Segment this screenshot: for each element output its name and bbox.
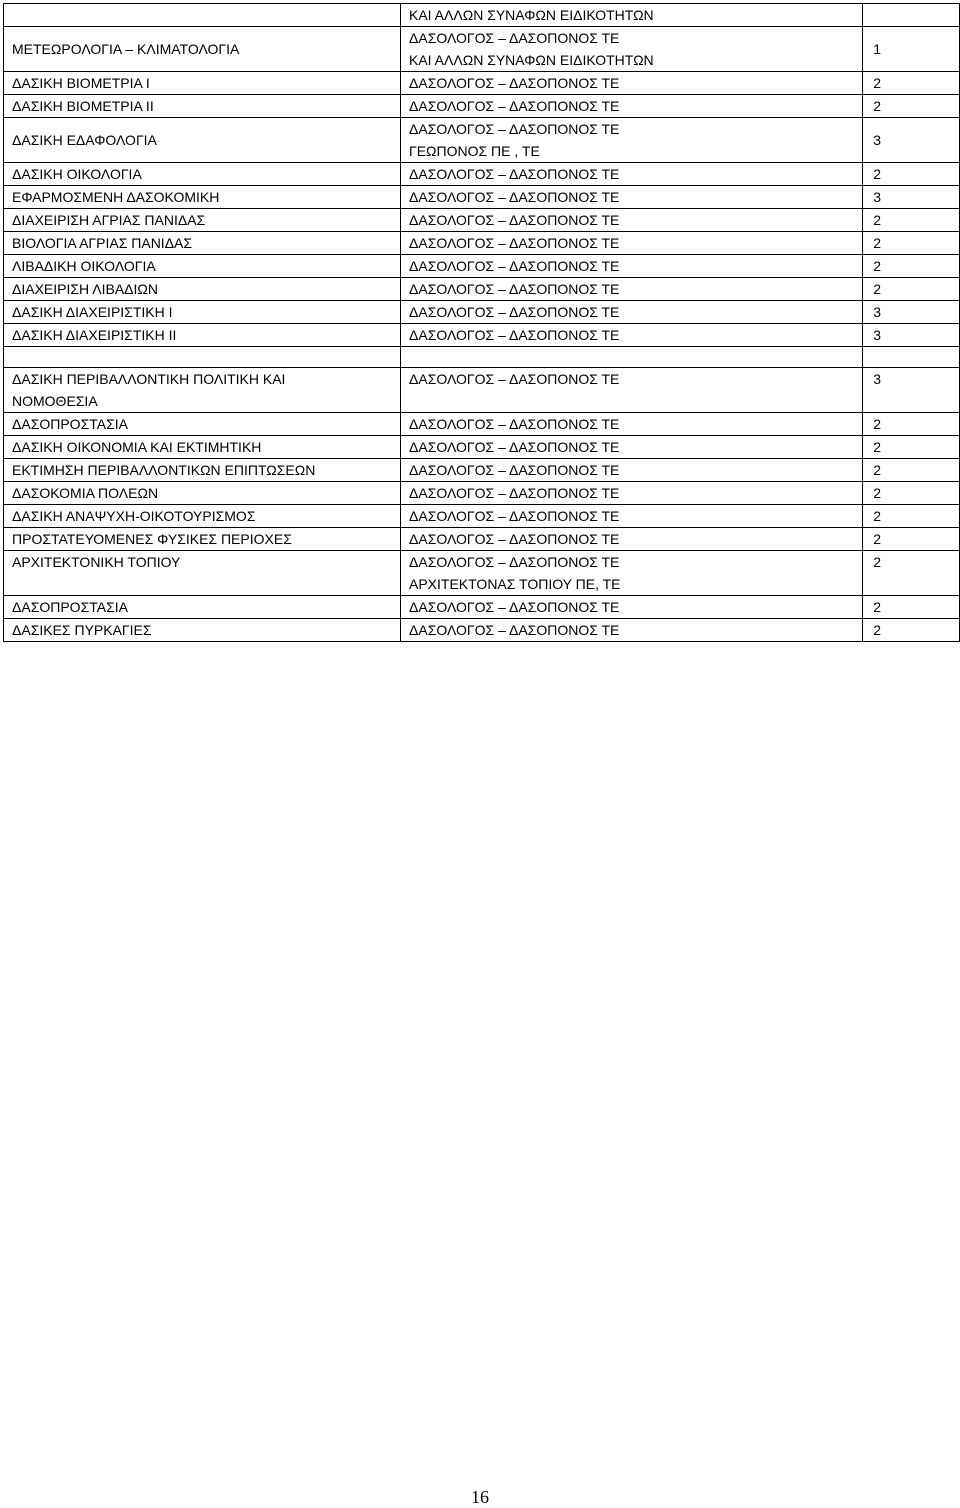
- specialty-line: ΔΑΣΟΛΟΓΟΣ – ΔΑΣΟΠΟΝΟΣ ΤΕ: [409, 416, 620, 432]
- table-row: [4, 551, 960, 596]
- course-cell: [4, 278, 401, 301]
- specialty-cell: [401, 551, 863, 596]
- hours-cell: 3: [863, 186, 960, 209]
- hours-cell: 2: [863, 95, 960, 118]
- specialty-cell: [401, 459, 863, 482]
- hours-cell: 2: [863, 459, 960, 482]
- course-name: ΔΑΣΙΚΗ ΒΙΟΜΕΤΡΙΑ Ι: [12, 75, 150, 91]
- specialty-cell: [401, 301, 863, 324]
- specialty-cell: [401, 209, 863, 232]
- specialty-line: ΔΑΣΟΛΟΓΟΣ – ΔΑΣΟΠΟΝΟΣ ΤΕ: [409, 371, 620, 387]
- course-name: ΠΡΟΣΤΑΤΕΥΟΜΕΝΕΣ ΦΥΣΙΚΕΣ ΠΕΡΙΟΧΕΣ: [12, 531, 292, 547]
- specialty-cell: [401, 347, 863, 368]
- table-row: [4, 186, 960, 209]
- course-name: ΔΑΣΙΚΕΣ ΠΥΡΚΑΓΙΕΣ: [12, 622, 152, 638]
- course-cell: [4, 4, 401, 27]
- table-row: [4, 72, 960, 95]
- hours-cell: [863, 4, 960, 27]
- course-cell: [4, 528, 401, 551]
- course-cell: [4, 619, 401, 642]
- specialty-cell: [401, 118, 863, 163]
- course-cell: [4, 482, 401, 505]
- specialty-line: ΔΑΣΟΛΟΓΟΣ – ΔΑΣΟΠΟΝΟΣ ΤΕ: [409, 98, 620, 114]
- specialty-line: ΔΑΣΟΛΟΓΟΣ – ΔΑΣΟΠΟΝΟΣ ΤΕ: [409, 622, 620, 638]
- hours-cell: [863, 347, 960, 368]
- specialty-cell: [401, 72, 863, 95]
- table-row: [4, 255, 960, 278]
- hours-cell: 3: [863, 368, 960, 413]
- table-row: [4, 619, 960, 642]
- hours-cell: 2: [863, 163, 960, 186]
- specialty-cell: [401, 505, 863, 528]
- specialty-line: ΔΑΣΟΛΟΓΟΣ – ΔΑΣΟΠΟΝΟΣ ΤΕ: [409, 531, 620, 547]
- specialty-line: ΔΑΣΟΛΟΓΟΣ – ΔΑΣΟΠΟΝΟΣ ΤΕ: [409, 75, 620, 91]
- table-row: [4, 209, 960, 232]
- hours-cell: 2: [863, 619, 960, 642]
- specialty-line: ΔΑΣΟΛΟΓΟΣ – ΔΑΣΟΠΟΝΟΣ ΤΕ: [409, 554, 620, 570]
- table-row: [4, 95, 960, 118]
- specialty-cell: [401, 528, 863, 551]
- specialty-cell: [401, 436, 863, 459]
- course-cell: [4, 95, 401, 118]
- course-name: ΔΙΑΧΕΙΡΙΣΗ ΑΓΡΙΑΣ ΠΑΝΙΔΑΣ: [12, 212, 206, 228]
- specialty-line: ΔΑΣΟΛΟΓΟΣ – ΔΑΣΟΠΟΝΟΣ ΤΕ: [409, 189, 620, 205]
- course-cell: [4, 347, 401, 368]
- course-name: ΕΚΤΙΜΗΣΗ ΠΕΡΙΒΑΛΛΟΝΤΙΚΩΝ ΕΠΙΠΤΩΣΕΩΝ: [12, 462, 316, 478]
- table-row: [4, 4, 960, 27]
- hours-cell: 3: [863, 118, 960, 163]
- table-row: [4, 324, 960, 347]
- course-cell: [4, 72, 401, 95]
- course-cell: [4, 163, 401, 186]
- table-row: [4, 436, 960, 459]
- specialty-line: ΔΑΣΟΛΟΓΟΣ – ΔΑΣΟΠΟΝΟΣ ΤΕ: [409, 485, 620, 501]
- specialty-line: ΔΑΣΟΛΟΓΟΣ – ΔΑΣΟΠΟΝΟΣ ΤΕ: [409, 258, 620, 274]
- specialty-line: ΓΕΩΠΟΝΟΣ ΠΕ , ΤΕ: [409, 143, 540, 159]
- hours-cell: 2: [863, 72, 960, 95]
- course-name: ΔΑΣΟΠΡΟΣΤΑΣΙΑ: [12, 599, 128, 615]
- hours-cell: 2: [863, 278, 960, 301]
- course-cell: [4, 255, 401, 278]
- hours-cell: 2: [863, 596, 960, 619]
- course-cell: [4, 27, 401, 72]
- specialty-line: ΔΑΣΟΛΟΓΟΣ – ΔΑΣΟΠΟΝΟΣ ΤΕ: [409, 166, 620, 182]
- hours-cell: 2: [863, 528, 960, 551]
- hours-cell: 2: [863, 255, 960, 278]
- course-name: ΑΡΧΙΤΕΚΤΟΝΙΚΗ ΤΟΠΙΟΥ: [12, 554, 181, 570]
- table-row: [4, 482, 960, 505]
- hours-cell: 2: [863, 482, 960, 505]
- course-cell: [4, 596, 401, 619]
- specialty-cell: [401, 4, 863, 27]
- table-row: [4, 347, 960, 368]
- course-cell: [4, 505, 401, 528]
- table-body: [4, 4, 960, 642]
- course-name: ΔΑΣΟΚΟΜΙΑ ΠΟΛΕΩΝ: [12, 485, 159, 501]
- course-cell: [4, 209, 401, 232]
- specialty-cell: [401, 186, 863, 209]
- hours-cell: 3: [863, 324, 960, 347]
- specialty-line: ΔΑΣΟΛΟΓΟΣ – ΔΑΣΟΠΟΝΟΣ ΤΕ: [409, 304, 620, 320]
- hours-cell: 2: [863, 413, 960, 436]
- course-name: ΔΑΣΙΚΗ ΟΙΚΟΛΟΓΙΑ: [12, 166, 142, 182]
- course-name: ΔΑΣΙΚΗ ΑΝΑΨΥΧΗ-ΟΙΚΟΤΟΥΡΙΣΜΟΣ: [12, 508, 256, 524]
- hours-cell: 1: [863, 27, 960, 72]
- course-name: ΔΑΣΙΚΗ ΒΙΟΜΕΤΡΙΑ ΙΙ: [12, 98, 154, 114]
- specialty-cell: [401, 163, 863, 186]
- specialty-cell: [401, 619, 863, 642]
- specialty-cell: [401, 324, 863, 347]
- specialty-cell: [401, 255, 863, 278]
- course-name: ΔΙΑΧΕΙΡΙΣΗ ΛΙΒΑΔΙΩΝ: [12, 281, 158, 297]
- hours-cell: 2: [863, 436, 960, 459]
- specialty-line: ΚΑΙ ΑΛΛΩΝ ΣΥΝΑΦΩΝ ΕΙΔΙΚΟΤΗΤΩΝ: [409, 52, 654, 68]
- table-row: [4, 459, 960, 482]
- specialty-cell: [401, 95, 863, 118]
- specialty-line: ΔΑΣΟΛΟΓΟΣ – ΔΑΣΟΠΟΝΟΣ ΤΕ: [409, 281, 620, 297]
- specialty-line: ΔΑΣΟΛΟΓΟΣ – ΔΑΣΟΠΟΝΟΣ ΤΕ: [409, 508, 620, 524]
- hours-cell: 2: [863, 232, 960, 255]
- course-name: ΕΦΑΡΜΟΣΜΕΝΗ ΔΑΣΟΚΟΜΙΚΗ: [12, 189, 220, 205]
- course-name: ΒΙΟΛΟΓΙΑ ΑΓΡΙΑΣ ΠΑΝΙΔΑΣ: [12, 235, 193, 251]
- specialty-cell: [401, 232, 863, 255]
- course-cell: [4, 301, 401, 324]
- courses-table: [3, 3, 960, 642]
- course-cell: [4, 232, 401, 255]
- course-name: ΜΕΤΕΩΡΟΛΟΓΙΑ – ΚΛΙΜΑΤΟΛΟΓΙΑ: [12, 41, 240, 57]
- page-number: 16: [471, 1487, 489, 1507]
- hours-cell: 2: [863, 209, 960, 232]
- table-row: [4, 505, 960, 528]
- table-row: [4, 368, 960, 413]
- hours-cell: 3: [863, 301, 960, 324]
- specialty-line: ΔΑΣΟΛΟΓΟΣ – ΔΑΣΟΠΟΝΟΣ ΤΕ: [409, 121, 620, 137]
- specialty-cell: [401, 482, 863, 505]
- course-cell: [4, 118, 401, 163]
- course-cell: [4, 459, 401, 482]
- course-name: ΔΑΣΙΚΗ ΠΕΡΙΒΑΛΛΟΝΤΙΚΗ ΠΟΛΙΤΙΚΗ ΚΑΙ: [12, 371, 286, 387]
- course-name: ΝΟΜΟΘΕΣΙΑ: [12, 393, 98, 409]
- table-row: [4, 118, 960, 163]
- specialty-line: ΔΑΣΟΛΟΓΟΣ – ΔΑΣΟΠΟΝΟΣ ΤΕ: [409, 235, 620, 251]
- specialty-line: ΔΑΣΟΛΟΓΟΣ – ΔΑΣΟΠΟΝΟΣ ΤΕ: [409, 439, 620, 455]
- table-row: [4, 278, 960, 301]
- table-row: [4, 528, 960, 551]
- specialty-cell: [401, 368, 863, 413]
- specialty-cell: [401, 278, 863, 301]
- course-cell: [4, 324, 401, 347]
- specialty-line: ΚΑΙ ΑΛΛΩΝ ΣΥΝΑΦΩΝ ΕΙΔΙΚΟΤΗΤΩΝ: [409, 7, 654, 23]
- specialty-line: ΔΑΣΟΛΟΓΟΣ – ΔΑΣΟΠΟΝΟΣ ΤΕ: [409, 462, 620, 478]
- course-name: ΔΑΣΙΚΗ ΕΔΑΦΟΛΟΓΙΑ: [12, 132, 157, 148]
- table-row: [4, 596, 960, 619]
- course-cell: [4, 551, 401, 596]
- specialty-cell: [401, 27, 863, 72]
- specialty-line: ΔΑΣΟΛΟΓΟΣ – ΔΑΣΟΠΟΝΟΣ ΤΕ: [409, 30, 620, 46]
- table-row: [4, 301, 960, 324]
- course-cell: [4, 368, 401, 413]
- table-row: [4, 163, 960, 186]
- course-name: ΔΑΣΙΚΗ ΔΙΑΧΕΙΡΙΣΤΙΚΗ Ι: [12, 304, 173, 320]
- course-name: ΔΑΣΙΚΗ ΟΙΚΟΝΟΜΙΑ ΚΑΙ ΕΚΤΙΜΗΤΙΚΗ: [12, 439, 262, 455]
- specialty-line: ΔΑΣΟΛΟΓΟΣ – ΔΑΣΟΠΟΝΟΣ ΤΕ: [409, 599, 620, 615]
- specialty-line: ΑΡΧΙΤΕΚΤΟΝΑΣ ΤΟΠΙΟΥ ΠΕ, ΤΕ: [409, 576, 621, 592]
- course-cell: [4, 413, 401, 436]
- course-name: ΛΙΒΑΔΙΚΗ ΟΙΚΟΛΟΓΙΑ: [12, 258, 156, 274]
- specialty-cell: [401, 413, 863, 436]
- table-row: [4, 413, 960, 436]
- specialty-line: ΔΑΣΟΛΟΓΟΣ – ΔΑΣΟΠΟΝΟΣ ΤΕ: [409, 327, 620, 343]
- course-name: ΔΑΣΙΚΗ ΔΙΑΧΕΙΡΙΣΤΙΚΗ ΙΙ: [12, 327, 177, 343]
- hours-cell: 2: [863, 505, 960, 528]
- table-row: [4, 27, 960, 72]
- hours-cell: 2: [863, 551, 960, 596]
- specialty-line: ΔΑΣΟΛΟΓΟΣ – ΔΑΣΟΠΟΝΟΣ ΤΕ: [409, 212, 620, 228]
- course-cell: [4, 186, 401, 209]
- course-name: ΔΑΣΟΠΡΟΣΤΑΣΙΑ: [12, 416, 128, 432]
- course-cell: [4, 436, 401, 459]
- table-row: [4, 232, 960, 255]
- specialty-cell: [401, 596, 863, 619]
